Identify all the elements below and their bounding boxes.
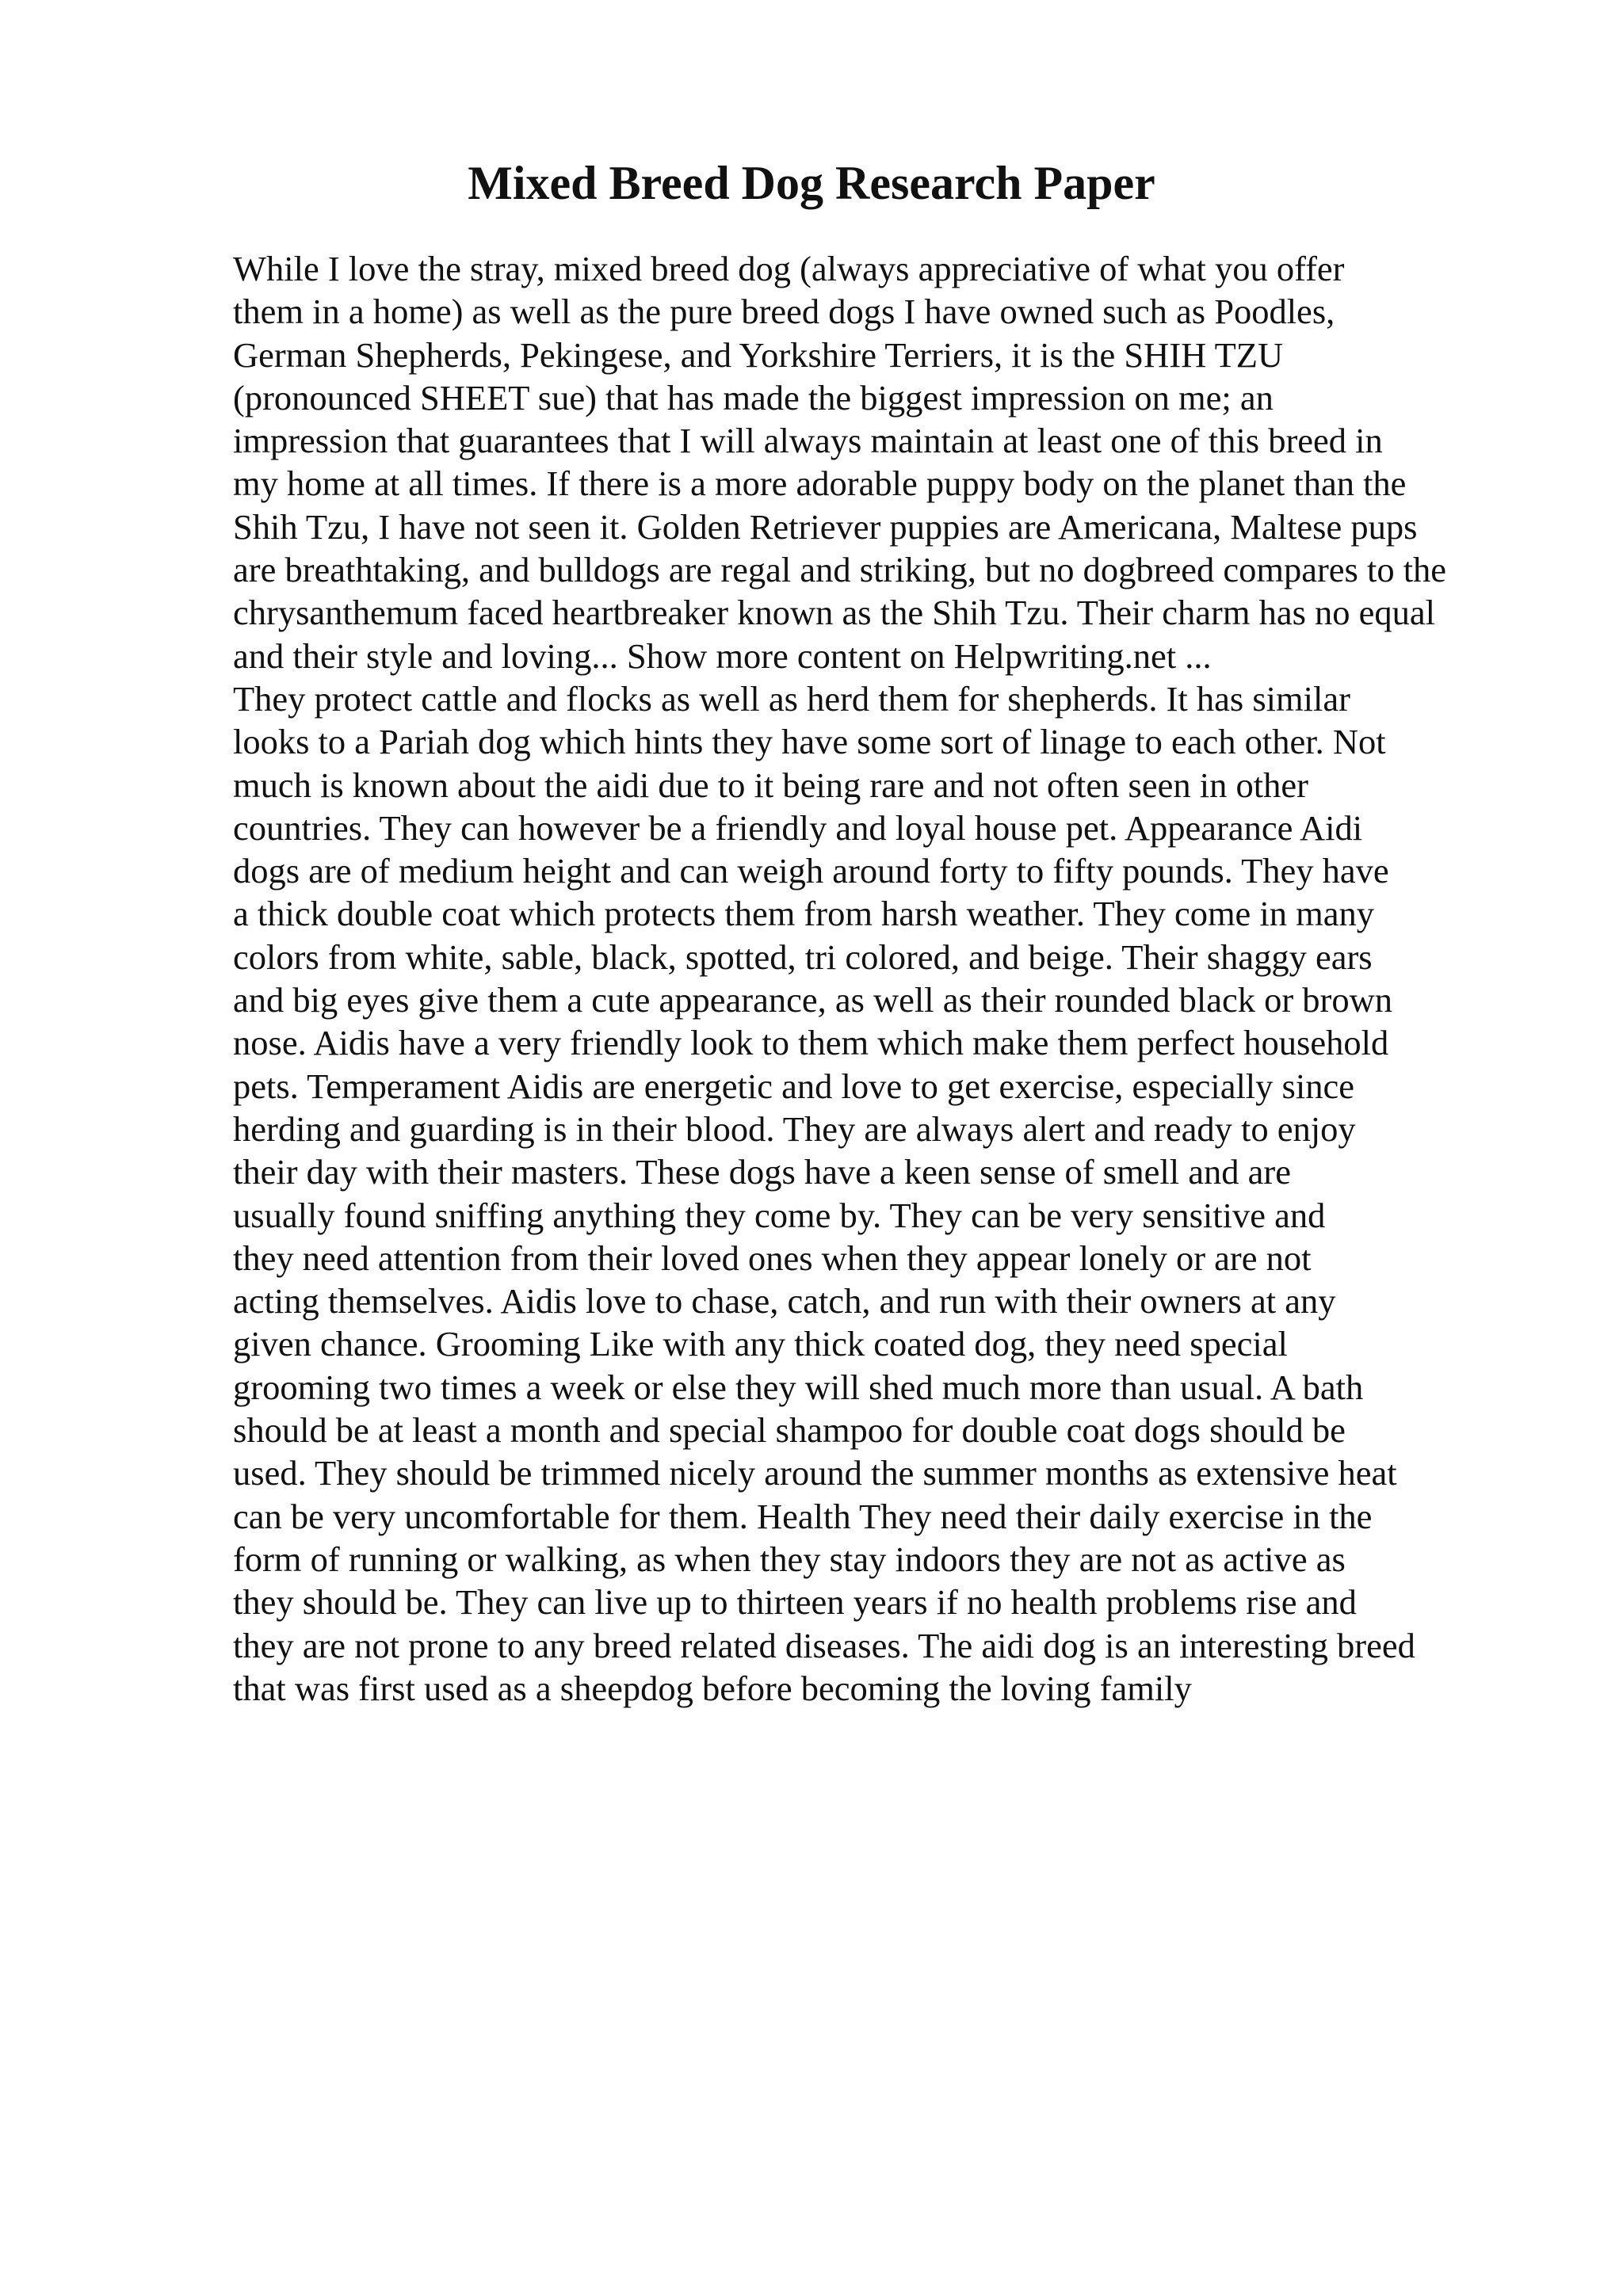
body-line: used. They should be trimmed nicely around the summer months as extensive heat (233, 1453, 1397, 1493)
body-line: nose. Aidis have a very friendly look to them which make them perfect household (233, 1023, 1389, 1063)
body-line: herding and guarding is in their blood. They are always alert and ready to enjoy (233, 1108, 1356, 1149)
body-line: pets. Temperament Aidis are energetic and love to get exercise, especially since (233, 1066, 1354, 1106)
body-line: grooming two times a week or else they will shed much more than usual. A bath (233, 1367, 1364, 1407)
body-line: countries. They can however be a friendly and loyal house pet. Appearance Aidi (233, 807, 1363, 848)
body-line: chrysanthemum faced heartbreaker known as the Shih Tzu. Their charm has no equal (233, 593, 1435, 633)
body-line: their day with their masters. These dogs have a keen sense of smell and are (233, 1152, 1291, 1192)
body-line: and big eyes give them a cute appearance, as well as their rounded black or brown (233, 980, 1392, 1020)
body-line: much is known about the aidi due to it being rare and not often seen in other (233, 765, 1308, 805)
body-line: (pronounced SHEET sue) that has made the biggest impression on me; an (233, 377, 1274, 418)
body-line: should be at least a month and special shampoo for double coat dogs should be (233, 1410, 1346, 1451)
body-line: dogs are of medium height and can weigh around forty to fifty pounds. They have (233, 851, 1389, 891)
body-line: colors from white, sable, black, spotted, tri colored, and beige. Their shaggy ears (233, 936, 1373, 977)
body-line: can be very uncomfortable for them. Health They need their daily exercise in the (233, 1496, 1373, 1536)
body-line: They protect cattle and flocks as well as herd them for shepherds. It has similar (233, 678, 1350, 719)
body-line: given chance. Grooming Like with any thick coated dog, they need special (233, 1324, 1288, 1364)
body-line: usually found sniffing anything they come by. They can be very sensitive and (233, 1195, 1326, 1235)
body-line: German Shepherds, Pekingese, and Yorkshire Terriers, it is the SHIH TZU (233, 334, 1284, 375)
body-line: looks to a Pariah dog which hints they have some sort of linage to each other. Not (233, 722, 1386, 762)
body-line: While I love the stray, mixed breed dog (always appreciative of what you offer (233, 249, 1345, 288)
body-line: acting themselves. Aidis love to chase, catch, and run with their owners at any (233, 1281, 1336, 1322)
body-line: my home at all times. If there is a more adorable puppy body on the planet than the (233, 463, 1407, 504)
document-body (233, 247, 1596, 1710)
body-line: they should be. They can live up to thirteen years if no health problems rise and (233, 1582, 1357, 1623)
body-line: form of running or walking, as when they stay indoors they are not as active as (233, 1539, 1346, 1579)
body-line: them in a home) as well as the pure breed dogs I have owned such as Poodles, (233, 292, 1335, 332)
body-line: Shih Tzu, I have not seen it. Golden Retriever puppies are Americana, Maltese pups (233, 506, 1418, 547)
body-line: impression that guarantees that I will always maintain at least one of this breed in (233, 421, 1383, 461)
body-line: that was first used as a sheepdog before becoming the loving family (233, 1668, 1192, 1708)
body-line: are breathtaking, and bulldogs are regal and striking, but no dogbreed compares to the (233, 550, 1447, 590)
body-line: they need attention from their loved ones when they appear lonely or are not (233, 1238, 1312, 1278)
document-title: Mixed Breed Dog Research Paper (468, 157, 1155, 209)
body-line: a thick double coat which protects them from harsh weather. They come in many (233, 894, 1375, 934)
body-line: and their style and loving... Show more content on Helpwriting.net ... (233, 635, 1212, 676)
body-line: they are not prone to any breed related diseases. The aidi dog is an interesting breed (233, 1625, 1415, 1665)
